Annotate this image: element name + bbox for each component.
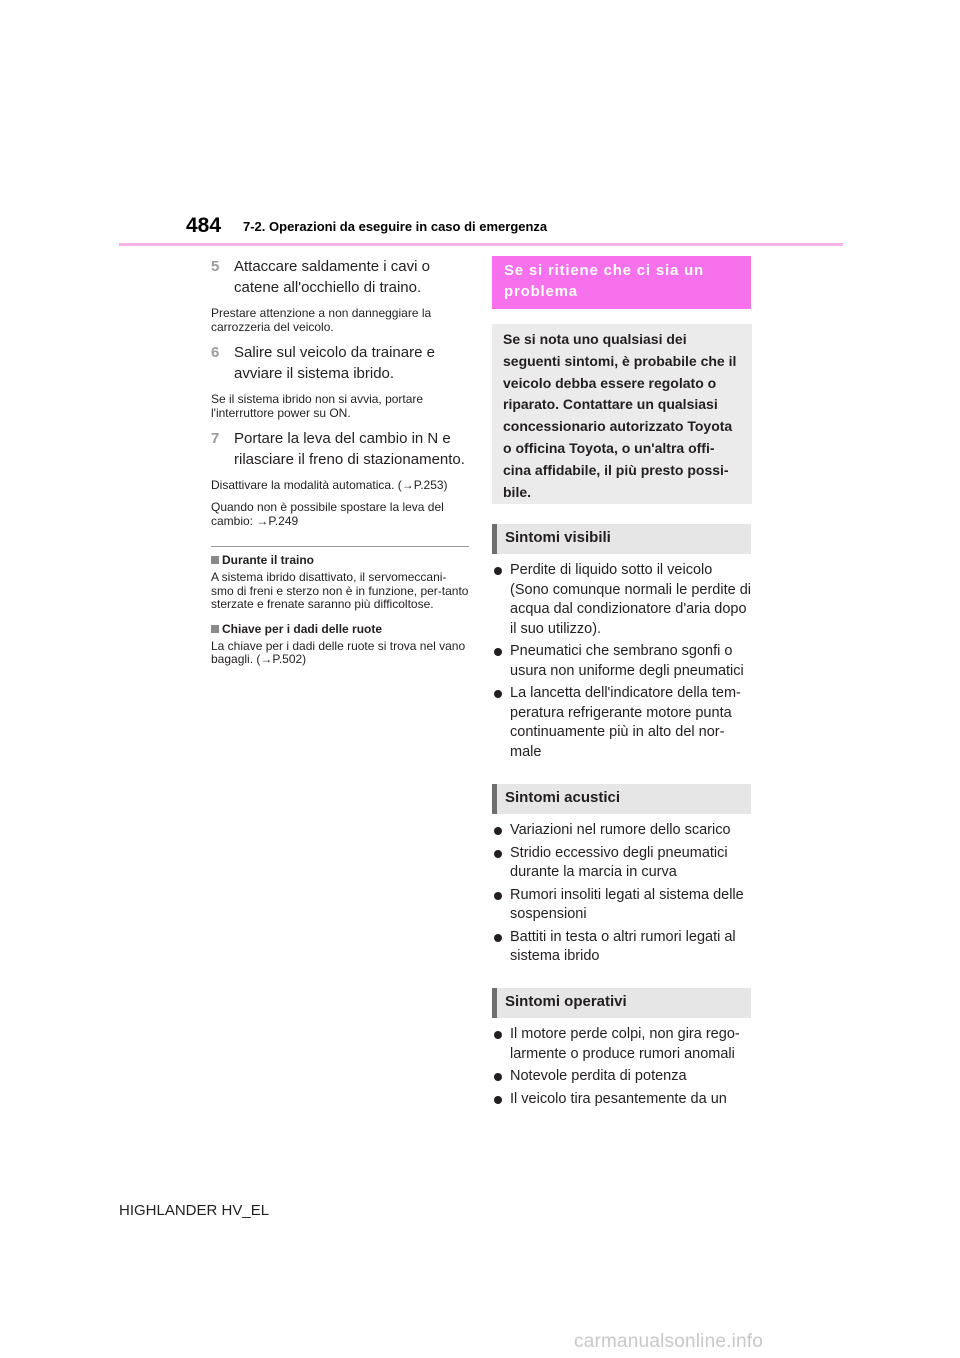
bullet-icon <box>494 850 502 858</box>
watermark: carmanualsonline.info <box>574 1331 764 1352</box>
section-heading-visible: Sintomi visibili <box>492 524 751 554</box>
bullet-icon <box>494 567 502 575</box>
section-divider <box>211 546 469 547</box>
list-item: Battiti in testa o altri rumori legati al sistema ibrido <box>492 928 754 967</box>
list-item: La lancetta dell'indicatore della tem-peratura refrigerante motore punta continuamente più in alto del nor-male <box>492 684 754 762</box>
step-7 <box>211 428 469 470</box>
step-text: Attaccare saldamente i cavi o catene all'occhiello di traino. <box>234 258 430 296</box>
operational-symptoms-list <box>492 1025 754 1112</box>
bullet-icon <box>494 892 502 900</box>
subsection-heading <box>211 553 469 567</box>
footer-model: HIGHLANDER HV_EL <box>119 1202 270 1219</box>
bullet-icon <box>494 648 502 656</box>
step-number: 5 <box>211 258 220 275</box>
step-note: Prestare attenzione a non danneggiare la carrozzeria del veicolo. <box>211 306 432 334</box>
page-number: 484 <box>186 214 222 237</box>
visible-symptoms-list <box>492 561 754 765</box>
subsection-heading <box>211 622 469 636</box>
section-heading-acoustic: Sintomi acustici <box>492 784 751 814</box>
bullet-icon <box>494 1031 502 1039</box>
square-bullet-icon <box>211 625 219 633</box>
subsection-body: La chiave per i dadi delle ruote si trova nel vano bagagli. (→P.502) <box>211 638 466 666</box>
acoustic-symptoms-list <box>492 821 754 970</box>
step-note: Quando non è possibile spostare la leva del cambio: →P.249 <box>211 500 444 528</box>
list-item: Il motore perde colpi, non gira rego-larmente o produce rumori anomali <box>492 1025 754 1064</box>
section-heading-operational: Sintomi operativi <box>492 988 751 1018</box>
problem-title-box: Se si ritiene che ci sia un problema <box>492 256 751 309</box>
list-item: Perdite di liquido sotto il veicolo (Sono comunque normali le perdite di acqua dal condizionatore d'aria dopo il suo utilizzo). <box>492 561 754 639</box>
bullet-icon <box>494 1096 502 1104</box>
bullet-icon <box>494 934 502 942</box>
step-5 <box>211 256 469 298</box>
subsection-title: Durante il traino <box>222 553 315 567</box>
header-divider <box>119 243 843 246</box>
bullet-icon <box>494 690 502 698</box>
list-item: Il veicolo tira pesantemente da un <box>492 1090 754 1110</box>
step-text: Salire sul veicolo da trainare e avviare il sistema ibrido. <box>234 344 435 382</box>
list-item: Rumori insoliti legati al sistema delle sospensioni <box>492 886 754 925</box>
step-6 <box>211 342 469 384</box>
intro-box: Se si nota uno qualsiasi dei seguenti sintomi, è probabile che il veicolo debba essere regolato o riparato. Contattare un qualsiasi concessionario autorizzato Toyota o officina Toyota, o un'altra offi-cina affidabile, il più presto possi-bile. <box>492 324 752 504</box>
step-note: Disattivare la modalità automatica. (→P.253) <box>211 478 448 492</box>
step-number: 7 <box>211 430 220 447</box>
list-item: Stridio eccessivo degli pneumatici durante la marcia in curva <box>492 844 754 883</box>
bullet-icon <box>494 1073 502 1081</box>
step-number: 6 <box>211 344 220 361</box>
chapter-title: 7-2. Operazioni da eseguire in caso di emergenza <box>243 219 548 234</box>
square-bullet-icon <box>211 556 219 564</box>
subsection-body: A sistema ibrido disattivato, il servomeccani-smo di freni e sterzo non è in funzione, per-tanto sterzate e frenate saranno più difficoltose. <box>211 570 469 611</box>
bullet-icon <box>494 827 502 835</box>
left-column <box>211 252 469 677</box>
list-item: Notevole perdita di potenza <box>492 1067 754 1087</box>
step-text: Portare la leva del cambio in N e rilasciare il freno di stazionamento. <box>234 430 465 468</box>
list-item: Variazioni nel rumore dello scarico <box>492 821 754 841</box>
subsection-title: Chiave per i dadi delle ruote <box>222 621 383 636</box>
step-note: Se il sistema ibrido non si avvia, portare l'interruttore power su ON. <box>211 392 424 420</box>
list-item: Pneumatici che sembrano sgonfi o usura non uniforme degli pneumatici <box>492 642 754 681</box>
